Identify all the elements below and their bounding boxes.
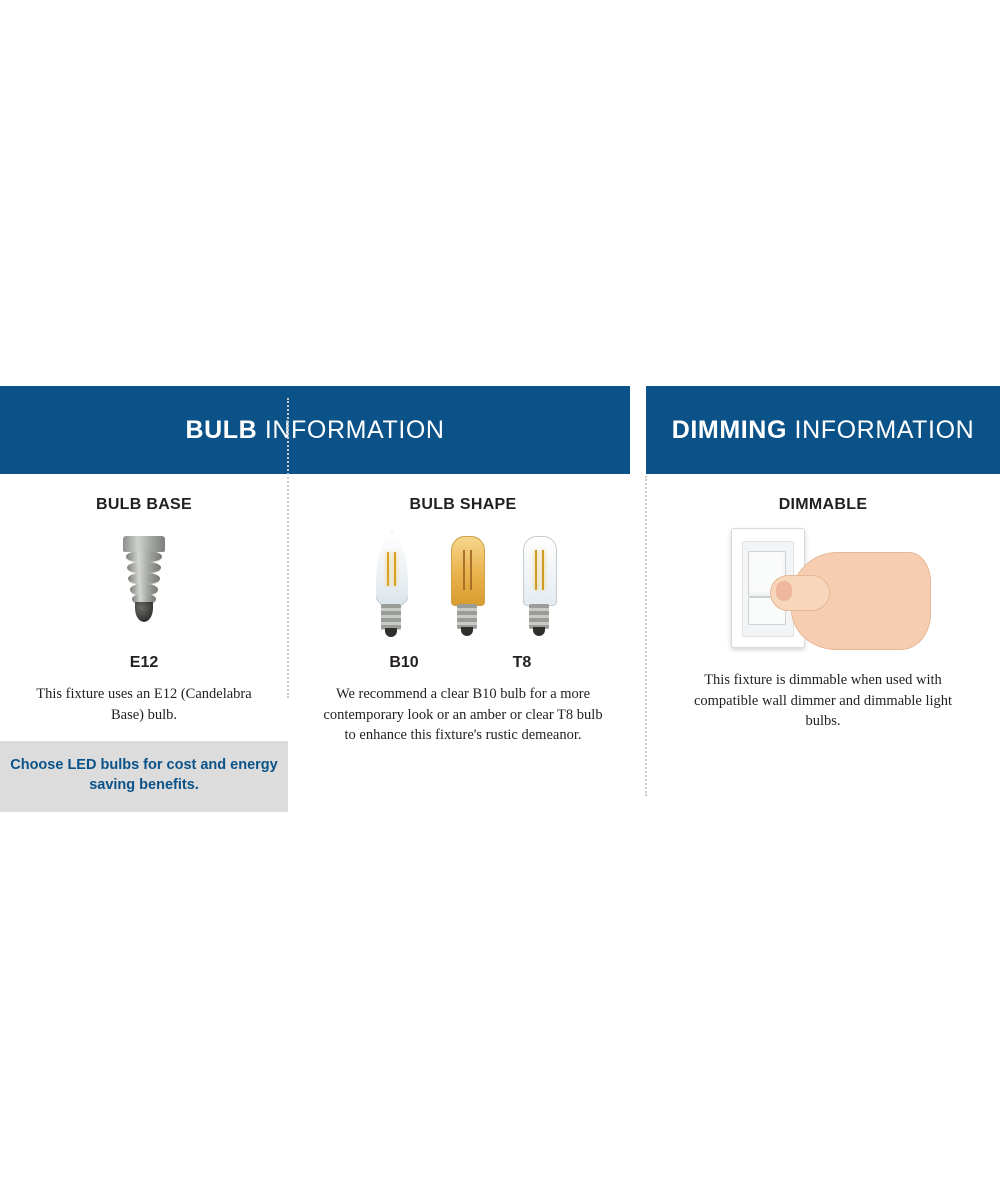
b10-filament: [394, 552, 396, 586]
bulb-base-label-row: [0, 654, 288, 672]
t8-bulb-icon: [444, 532, 490, 644]
bulb-base-item-label: E12: [129, 654, 159, 671]
dimmable-title: DIMMABLE: [778, 496, 868, 513]
bulb-base-description: This fixture uses an E12 (Candelabra Base) bulb.: [36, 686, 252, 723]
e12-thread: [128, 573, 160, 584]
bulb-information-band: [0, 386, 630, 474]
bulb-shape-description: We recommend a clear B10 bulb for a more contemporary look or an amber or clear T8 bulb to enhance this fixture's rustic demeanor.: [323, 686, 603, 744]
bulb-band-title-bold: BULB: [185, 415, 258, 444]
body-gap: [630, 474, 646, 812]
e12-collar: [123, 536, 165, 552]
b10-filament: [387, 552, 389, 586]
bulb-base-title: BULB BASE: [95, 496, 193, 513]
fingernail: [776, 581, 792, 601]
dimmable-description: This fixture is dimmable when used with compatible wall dimmer and dimmable light bulbs.: [693, 672, 953, 730]
bulb-base-artwork: [0, 526, 288, 644]
t8-filament: [542, 550, 544, 590]
t8-amber-tube: [451, 536, 485, 606]
dimming-band-title-rest: INFORMATION: [787, 415, 975, 444]
bulb-band-inner: [0, 386, 630, 474]
band-gap: [630, 386, 646, 474]
t8-filament: [463, 550, 465, 590]
bulb-shape-title: BULB SHAPE: [409, 496, 517, 513]
info-body: [0, 474, 1000, 812]
dimming-column: [646, 474, 1000, 812]
t8-screw-base: [457, 604, 477, 629]
t8-filament: [470, 550, 472, 590]
e12-contact-tip: [135, 602, 153, 622]
dimming-band-title: [672, 416, 975, 445]
column-divider-bulb: [287, 398, 289, 698]
e12-thread: [126, 551, 162, 562]
dimming-information-band: [646, 386, 1000, 474]
t8-filament: [535, 550, 537, 590]
bulb-band-title-rest: INFORMATION: [257, 415, 445, 444]
b10-screw-base: [381, 604, 401, 630]
hand-illustration: [791, 552, 931, 650]
bulb-shape-column: [288, 474, 630, 812]
bulb-band-title: [185, 416, 444, 445]
t8-clear-tube: [523, 536, 557, 606]
t8-clear-bulb-icon: [516, 532, 562, 644]
bulb-shape-item-label: B10: [389, 654, 419, 671]
bulb-shape-label-row: [296, 654, 630, 672]
led-tip-callout: Choose LED bulbs for cost and energy saving benefits.: [0, 741, 288, 812]
t8-base-tip: [461, 627, 473, 636]
b10-base-tip: [385, 628, 397, 637]
e12-thread: [127, 562, 161, 573]
t8-screw-base: [529, 604, 549, 629]
t8-base-tip: [533, 627, 545, 636]
b10-glass: [373, 532, 411, 608]
bulb-and-dimming-info-sheet: [0, 386, 1000, 812]
dimming-band-inner: [646, 386, 1000, 474]
b10-bulb-icon: [364, 532, 418, 644]
e12-socket-icon: [115, 536, 173, 644]
bulb-shape-item-label: T8: [512, 654, 532, 671]
dimming-band-title-bold: DIMMING: [671, 415, 787, 444]
bulb-shape-artwork: [296, 526, 630, 644]
bulb-base-column: [0, 474, 288, 812]
wall-dimmer-hand-icon: [713, 528, 933, 658]
panel-bands-row: [0, 386, 1000, 474]
column-divider-dimming: [645, 476, 647, 796]
